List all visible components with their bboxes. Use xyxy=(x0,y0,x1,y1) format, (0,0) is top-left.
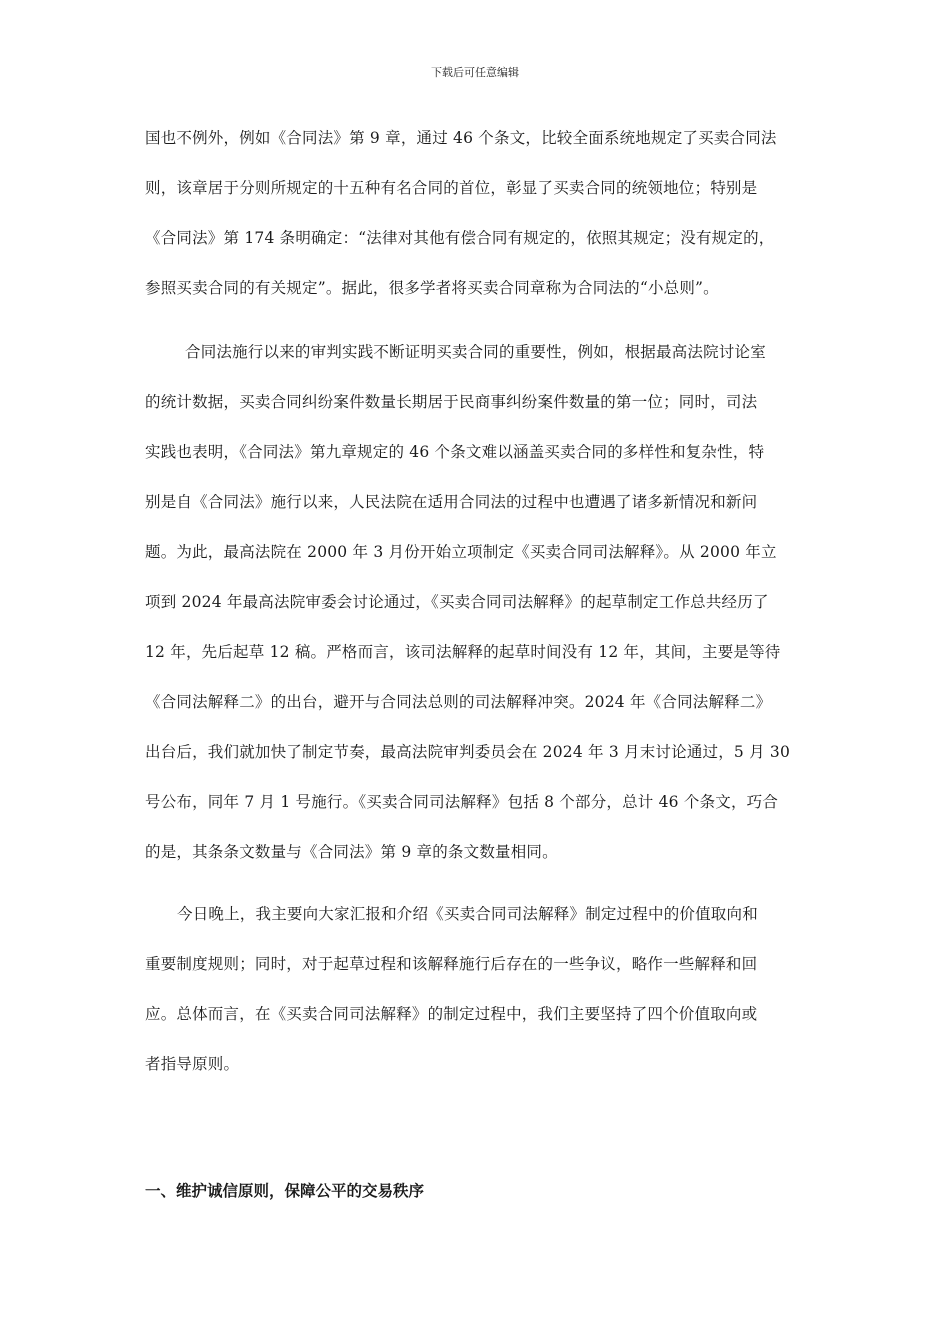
text-line: 《合同法》第 174 条明确定：“法律对其他有偿合同有规定的，依照其规定；没有规定的， xyxy=(145,229,775,247)
text-line: 《合同法解释二》的出台，避开与合同法总则的司法解释冲突。2024 年《合同法解释二》 xyxy=(145,693,772,711)
text-line: 者指导原则。 xyxy=(145,1055,240,1073)
text-line: 别是自《合同法》施行以来，人民法院在适用合同法的过程中也遭遇了诸多新情况和新问 xyxy=(145,493,758,511)
text-line: 题。为此，最高法院在 2000 年 3 月份开始立项制定《买卖合同司法解释》。从 2000 年立 xyxy=(145,543,777,561)
text-line: 实践也表明，《合同法》第九章规定的 46 个条文难以涵盖买卖合同的多样性和复杂性，特 xyxy=(145,443,765,461)
text-line: 国也不例外，例如《合同法》第 9 章，通过 46 个条文，比较全面系统地规定了买卖合同法 xyxy=(145,129,777,147)
section-heading: 一、维护诚信原则，保障公平的交易秩序 xyxy=(145,1181,425,1200)
text-line: 出台后，我们就加快了制定节奏，最高法院审判委员会在 2024 年 3 月末讨论通过，5 月 30 xyxy=(145,743,791,761)
text-line: 应。总体而言，在《买卖合同司法解释》的制定过程中，我们主要坚持了四个价值取向或 xyxy=(145,1005,758,1023)
text-line: 的是，其条条文数量与《合同法》第 9 章的条文数量相同。 xyxy=(145,843,558,861)
text-line: 参照买卖合同的有关规定”。据此，很多学者将买卖合同章称为合同法的“小总则”。 xyxy=(145,279,719,297)
text-line: 的统计数据，买卖合同纠纷案件数量长期居于民商事纠纷案件数量的第一位；同时，司法 xyxy=(145,393,758,411)
text-line: 今日晚上，我主要向大家汇报和介绍《买卖合同司法解释》制定过程中的价值取向和 xyxy=(177,905,758,923)
text-line: 12 年，先后起草 12 稿。严格而言，该司法解释的起草时间没有 12 年，其间，主要是等待 xyxy=(145,643,781,661)
text-line: 项到 2024 年最高法院审委会讨论通过，《买卖合同司法解释》的起草制定工作总共经历了 xyxy=(145,593,769,611)
text-line: 合同法施行以来的审判实践不断证明买卖合同的重要性，例如，根据最高法院讨论室 xyxy=(185,343,766,361)
text-line: 号公布，同年 7 月 1 号施行。《买卖合同司法解释》包括 8 个部分，总计 46 个条文，巧合 xyxy=(145,793,779,811)
text-line: 重要制度规则；同时，对于起草过程和该解释施行后存在的一些争议，略作一些解释和回 xyxy=(145,955,758,973)
text-line: 则，该章居于分则所规定的十五种有名合同的首位，彰显了买卖合同的统领地位；特别是 xyxy=(145,179,758,197)
page-header-note: 下载后可任意编辑 xyxy=(431,66,519,79)
